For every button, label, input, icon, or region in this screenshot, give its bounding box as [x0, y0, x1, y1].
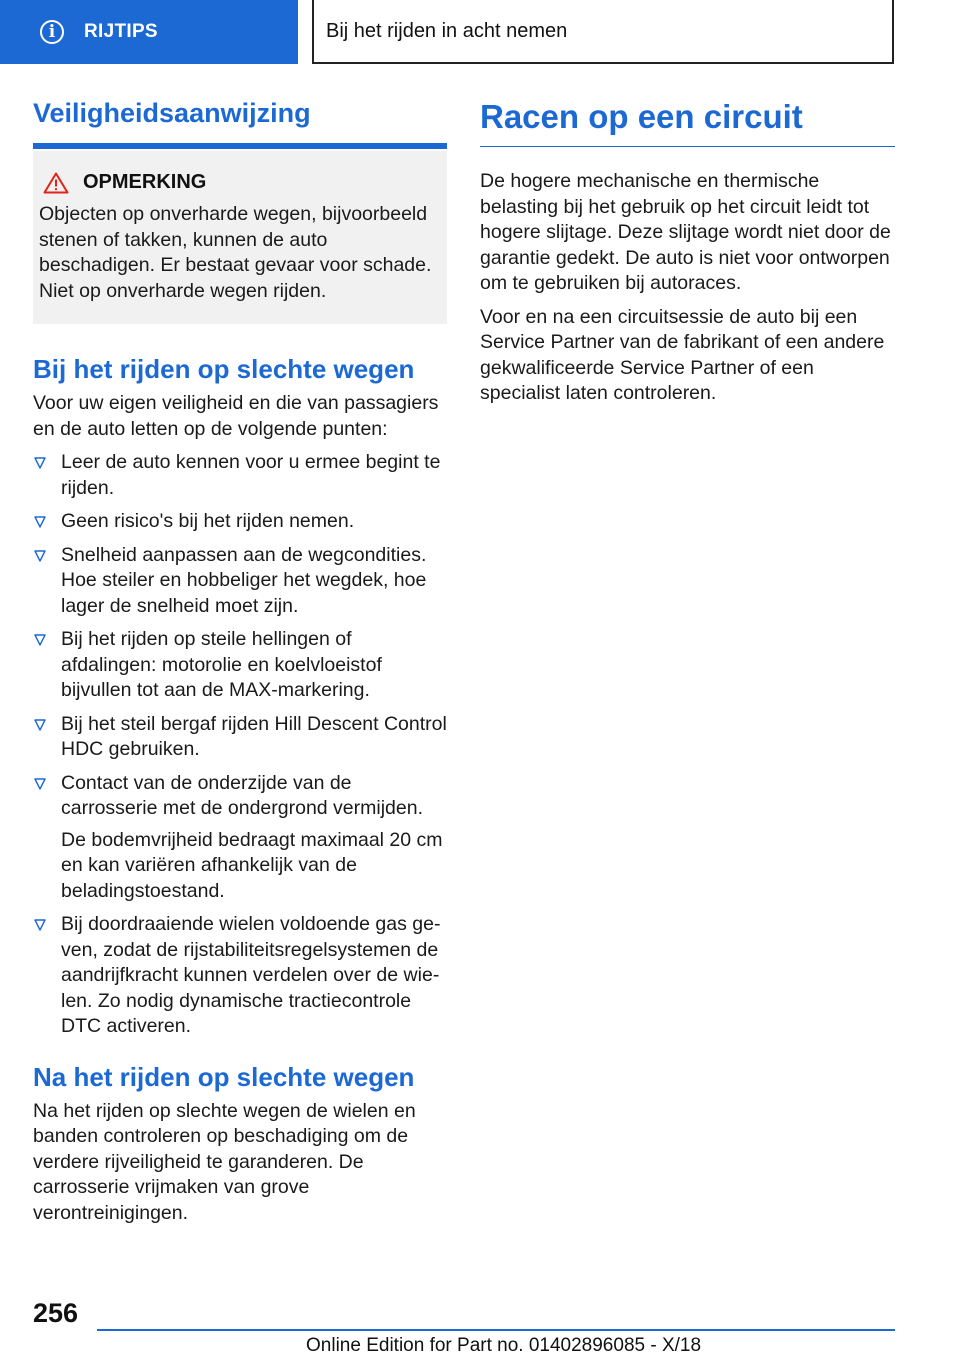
triangle-bullet-icon	[33, 633, 47, 647]
list-item-text: Snelheid aanpassen aan de wegcondities. Hoe steiler en hobbeliger het wegdek, hoe lager de snelheid moet zijn.	[61, 543, 427, 617]
racing-heading: Racen op een circuit	[480, 98, 895, 147]
chapter-title: Bij het rijden in acht nemen	[326, 19, 568, 42]
bad-roads-list	[33, 450, 447, 1040]
triangle-bullet-icon	[33, 456, 47, 470]
chapter-tab-label: RIJTIPS	[84, 21, 158, 42]
chapter-header	[312, 0, 894, 64]
after-bad-roads-heading: Na het rijden op slechte wegen	[33, 1061, 415, 1092]
footer-rule	[97, 1329, 895, 1331]
page-number: 256	[33, 1298, 79, 1328]
list-item-text: Leer de auto kennen voor u ermee begint te rijden.	[61, 451, 441, 499]
racing-paragraph: Voor en na een circuitsessie de auto bij een Service Partner van de fabrikant of een andere gekwalificeerde Service Partner of een specialist laten controleren.	[480, 305, 885, 404]
list-item	[33, 912, 447, 1040]
list-item	[33, 450, 447, 501]
edition-footer: Online Edition for Part no. 01402896085 - X/18	[306, 1335, 702, 1356]
bad-roads-heading: Bij het rijden op slechte wegen	[33, 354, 415, 384]
left-column	[33, 98, 447, 1226]
notice-title: OPMERKING	[83, 171, 207, 193]
triangle-bullet-icon	[33, 515, 47, 529]
list-item-text: Bij het rijden op steile hellingen of afdalingen: motorolie en koelvloeistof bijvullen tot aan de MAX-markering.	[61, 628, 382, 701]
triangle-bullet-icon	[33, 718, 47, 732]
triangle-bullet-icon	[33, 549, 47, 563]
triangle-bullet-icon	[33, 777, 47, 791]
notice-box	[33, 151, 447, 324]
notice-text: Objecten op onverharde wegen, bijvoorbeeld stenen of takken, kunnen de auto beschadigen. Er bestaat gevaar voor schade. Niet op onverharde wegen rijden.	[39, 203, 432, 302]
list-item-text: Contact van de onderzijde van de carrosserie met de ondergrond vermijden.	[61, 771, 424, 819]
info-icon: i	[40, 20, 64, 44]
list-item	[33, 509, 447, 535]
list-item	[33, 712, 447, 763]
triangle-bullet-icon	[33, 918, 47, 932]
notice-header	[39, 171, 441, 194]
list-item-text: Bij het steil bergaf rijden Hill Descent Control HDC gebruiken.	[61, 712, 447, 760]
list-item-text: Geen risico's bij het rijden nemen.	[61, 510, 355, 532]
list-item-content	[61, 771, 447, 905]
list-item-subtext: De bodemvrijheid bedraagt maximaal 20 cm en kan variëren afhankelijk van de beladingstoestand.	[61, 828, 443, 902]
list-item-text: Bij doordraaiende wielen voldoende gas geven, zodat de rijstabiliteitsregelsystemen de aandrijfkracht kunnen verdelen over de wielen. Zo nodig dynamische tractiecontrole DTC activeren.	[61, 913, 441, 1037]
racing-paragraph: De hogere mechanische en thermische belasting bij het gebruik op het circuit leidt tot hogere slijtage. Deze slijtage wordt niet door de garantie gedekt. De auto is niet voor ontworpen om te gebruiken bij autoraces.	[480, 170, 891, 294]
bad-roads-intro: Voor uw eigen veiligheid en die van passagiers en de auto letten op de volgende punten:	[33, 392, 439, 440]
list-item	[33, 543, 447, 620]
right-column	[480, 98, 895, 407]
after-bad-roads-text: Na het rijden op slechte wegen de wielen en banden controleren op beschadiging om de verdere rijveiligheid te garanderen. De carrosserie vrijmaken van grove verontreinigingen.	[33, 1099, 416, 1224]
safety-heading: Veiligheidsaanwijzing	[33, 98, 447, 149]
list-item	[33, 771, 447, 905]
list-item	[33, 627, 447, 704]
warning-triangle-icon	[43, 172, 69, 194]
chapter-tab[interactable]	[0, 0, 298, 64]
